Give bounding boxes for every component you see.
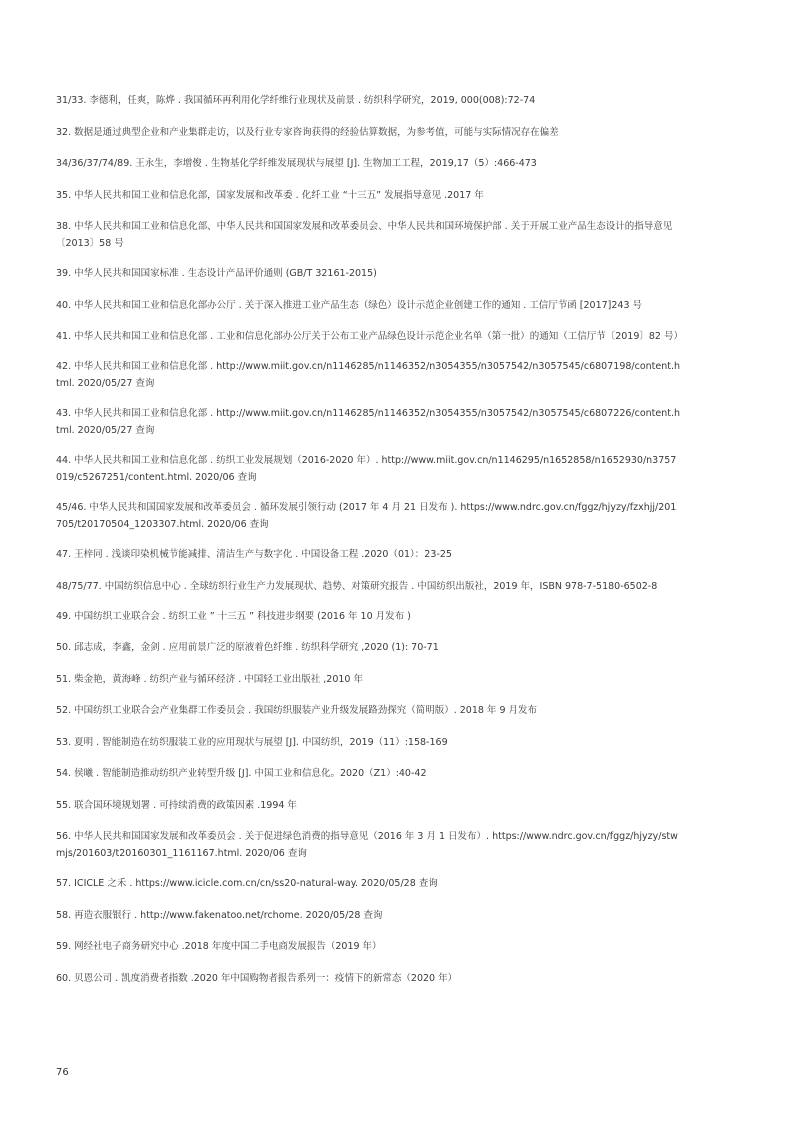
reference-item: 45/46. 中华人民共和国国家发展和改革委员会 . 循环发展引领行动 (2017 年 4 月 21 日发布 ). https://www.ndrc.gov.cn/fggz/hjyzy/fzxhjj/201705/t20170504_1203307.html. 2020/06 查询 — [56, 502, 677, 530]
reference-item: 39. 中华人民共和国国家标准 . 生态设计产品评价通则 (GB/T 32161-2015) — [56, 268, 377, 279]
reference-item: 40. 中华人民共和国工业和信息化部办公厅 . 关于深入推进工业产品生态（绿色）设计示范企业创建工作的通知 . 工信厅节函 [2017]243 号 — [56, 299, 643, 311]
reference-item: 50. 邱志成，李鑫，金剑 . 应用前景广泛的原液着色纤维 . 纺织科学研究 ,2020 (1): 70-71 — [56, 642, 439, 653]
reference-item: 48/75/77. 中国纺织信息中心 . 全球纺织行业生产力发展现状、趋势、对策研究报告 . 中国纺织出版社，2019 年，ISBN 978-7-5180-6502-8 — [56, 580, 658, 592]
reference-item: 59. 网经社电子商务研究中心 .2018 年度中国二手电商发展报告（2019 年） — [56, 941, 382, 952]
reference-item: 38. 中华人民共和国工业和信息化部、中华人民共和国国家发展和改革委员会、中华人民共和国环境保护部 . 关于开展工业产品生态设计的指导意见〔2013〕58 号 — [56, 221, 673, 249]
reference-item: 42. 中华人民共和国工业和信息化部 . http://www.miit.gov.cn/n1146285/n1146352/n3054355/n3057542/n3057545/c6807198/content.html. 2020/05/27 查询 — [56, 361, 681, 389]
reference-item: 51. 柴金艳，黄海峰 . 纺织产业与循环经济 . 中国轻工业出版社 ,2010 年 — [56, 673, 363, 685]
reference-item: 57. ICICLE 之禾 . https://www.icicle.com.cn/cn/ss20-natural-way. 2020/05/28 查询 — [56, 878, 438, 889]
reference-item: 32. 数据是通过典型企业和产业集群走访，以及行业专家咨询获得的经验估算数据，为参考值，可能与实际情况存在偏差 — [56, 126, 559, 138]
reference-item: 34/36/37/74/89. 王永生，李增俊 . 生物基化学纤维发展现状与展望 [J]. 生物加工工程，2019,17（5）:466-473 — [56, 158, 537, 169]
reference-item: 43. 中华人民共和国工业和信息化部 . http://www.miit.gov.cn/n1146285/n1146352/n3054355/n3057542/n3057545/c6807226/content.html. 2020/05/27 查询 — [56, 408, 681, 436]
reference-item: 53. 夏明 . 智能制造在纺织服装工业的应用现状与展望 [J]. 中国纺织，2019（11）:158-169 — [56, 736, 448, 748]
reference-item: 41. 中华人民共和国工业和信息化部 . 工业和信息化部办公厅关于公布工业产品绿色设计示范企业名单（第一批）的通知（工信厅节〔2019〕82 号） — [56, 331, 683, 342]
reference-item: 56. 中华人民共和国国家发展和改革委员会 . 关于促进绿色消费的指导意见（2016 年 3 月 1 日发布）. https://www.ndrc.gov.cn/fggz/hjyzy/stwmjs/201603/t20160301_1161167.html. 2020/06 查询 — [56, 831, 678, 859]
reference-item: 47. 王梓同 . 浅谈印染机械节能减排、清洁生产与数字化 . 中国设备工程 .2020（01）：23-25 — [56, 549, 452, 560]
page-number: 76 — [56, 1067, 69, 1078]
reference-item: 31/33. 李德利，任爽，陈烨 . 我国循环再利用化学纤维行业现状及前景 . 纺织科学研究，2019, 000(008):72-74 — [56, 95, 536, 106]
reference-item: 58. 再造衣服银行 . http://www.fakenatoo.net/rchome. 2020/05/28 查询 — [56, 909, 383, 921]
reference-item: 54. 侯曦 . 智能制造推动纺织产业转型升级 [J]. 中国工业和信息化。2020（Z1）:40-42 — [56, 768, 427, 779]
reference-item: 60. 贝恩公司 . 凯度消费者指数 .2020 年中国购物者报告系列一：疫情下的新常态（2020 年） — [56, 972, 458, 984]
reference-item: 35. 中华人民共和国工业和信息化部，国家发展和改革委 . 化纤工业 “十三五” 发展指导意见 .2017 年 — [56, 189, 484, 201]
reference-item: 49. 中国纺织工业联合会 . 纺织工业 ” 十三五 ” 科技进步纲要 (2016 年 10 月发布 ) — [56, 610, 411, 622]
reference-list — [56, 92, 682, 1001]
reference-item: 52. 中国纺织工业联合会产业集群工作委员会 . 我国纺织服装产业升级发展路劲探究（简明版）. 2018 年 9 月发布 — [56, 705, 538, 716]
reference-item: 55. 联合国环境规划署 . 可持续消费的政策因素 .1994 年 — [56, 799, 297, 811]
reference-item: 44. 中华人民共和国工业和信息化部 . 纺织工业发展规划（2016-2020 年）. http://www.miit.gov.cn/n1146295/n1652858/n1652930/n3757019/c5267251/content.html. 2020/06 查询 — [56, 455, 677, 483]
